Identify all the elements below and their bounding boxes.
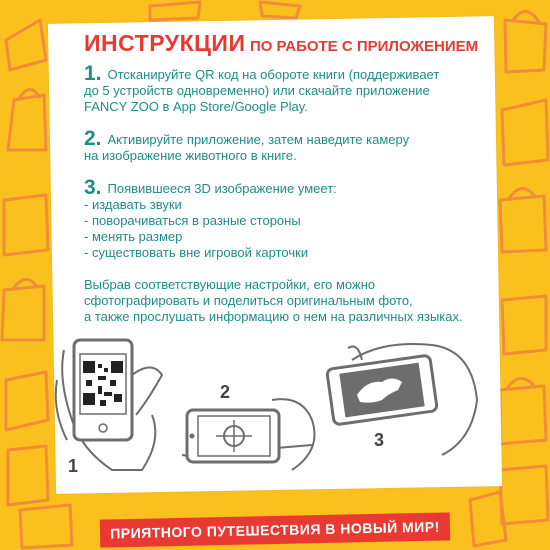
note-line: а также прослушать информацию о нем на различных языках. [84, 309, 463, 324]
phone-3d-animal-icon [327, 344, 477, 455]
list-item: - издавать звуки [84, 197, 182, 212]
title-sub: ПО РАБОТЕ С ПРИЛОЖЕНИЕМ [249, 38, 479, 55]
phone-qr-scan-icon [56, 340, 162, 470]
note-line: сфотографировать и поделиться оригинальным фото, [84, 293, 413, 308]
step-3 [84, 176, 484, 261]
banner-text: ПРИЯТНОГО ПУТЕШЕСТВИЯ В НОВЫЙ МИР! [110, 518, 440, 542]
step-text-line: Отсканируйте QR код на обороте книги (поддерживает [107, 67, 440, 82]
step-number: 3. [84, 176, 102, 199]
note-line: Выбрав соответствующие настройки, его можно [84, 277, 376, 292]
figure-label: 2 [220, 382, 231, 402]
step-text-line: Активируйте приложение, затем наведите камеру [107, 132, 410, 147]
phone-camera-target-icon [182, 399, 315, 470]
step-text-line: FANCY ZOO в App Store/Google Play. [84, 99, 308, 114]
title-main: ИНСТРУКЦИИ [84, 30, 246, 56]
feature-list [84, 197, 484, 261]
closing-note [84, 277, 484, 325]
list-item: - существовать вне игровой карточки [84, 245, 309, 260]
step-2 [84, 127, 484, 164]
list-item: - менять размер [84, 229, 183, 244]
step-1 [84, 62, 484, 115]
figure-label: 3 [374, 430, 385, 450]
figure-label: 1 [68, 456, 79, 476]
step-text-line: до 5 устройств одновременно) или скачайте приложение [84, 83, 430, 98]
step-number: 1. [84, 62, 102, 85]
step-text-line: Появившееся 3D изображение умеет: [107, 181, 337, 196]
step-text-line: на изображение животного в книге. [84, 148, 297, 163]
step-number: 2. [84, 127, 102, 150]
page-title [84, 30, 504, 57]
list-item: - поворачиваться в разные стороны [84, 213, 301, 228]
illustrations [52, 320, 498, 480]
